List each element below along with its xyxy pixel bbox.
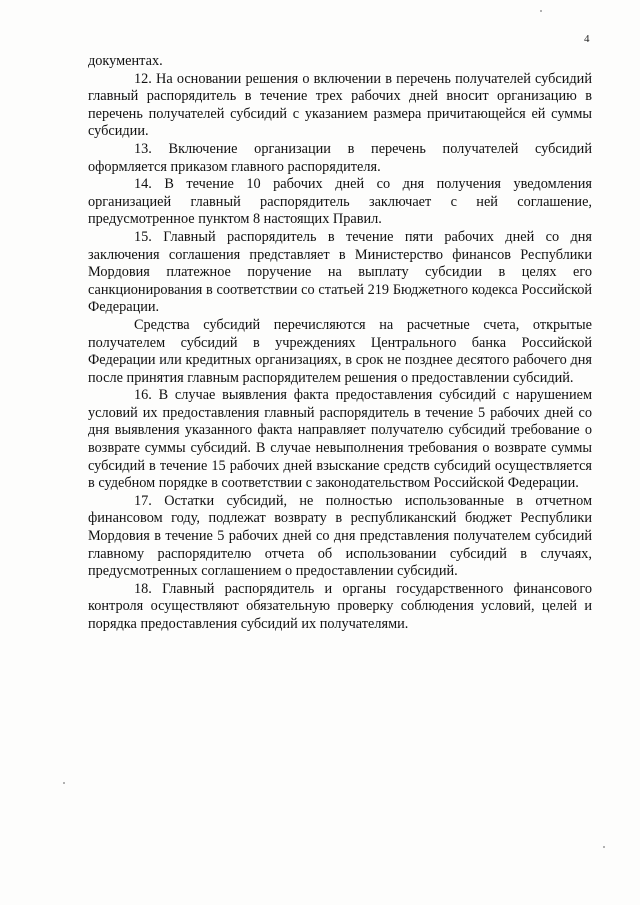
page-number: 4 <box>584 33 590 45</box>
paragraph-15: 15. Главный распорядитель в течение пяти рабочих дней со дня заключения соглашения представляет в Министерство финансов Республики Мордовия платежное поручение на выплату субсидии в целях его санкционирования в соответствии со статьей 219 Бюджетного кодекса Российской Федерации. <box>88 228 592 316</box>
paragraph-14: 14. В течение 10 рабочих дней со дня получения уведомления организацией главный распорядитель заключает с ней соглашение, предусмотренное пунктом 8 настоящих Правил. <box>88 176 592 228</box>
paragraph-18: 18. Главный распорядитель и органы государственного финансового контроля осуществляют обязательную проверку соблюдения условий, целей и порядка предоставления субсидий их получателями. <box>88 580 592 632</box>
paragraph-continuation: документах. <box>88 53 163 69</box>
paragraph-16: 16. В случае выявления факта предоставления субсидий с нарушением условий их предоставления главный распорядитель в течение 5 рабочих дней со дня выявления указанного факта направляет получателю субсидий требование о возврате суммы субсидий. В случае невыполнения требования о возврате суммы субсидий в течение 15 рабочих дней взыскание средств субсидий осуществляется в судебном порядке в соответствии с законодательством Российской Федерации. <box>88 387 592 492</box>
paragraph-13: 13. Включение организации в перечень получателей субсидий оформляется приказом главного распорядителя. <box>88 140 592 175</box>
paragraph-17: 17. Остатки субсидий, не полностью использованные в отчетном финансовом году, подлежат возврату в республиканский бюджет Республики Мордовия в течение 5 рабочих дней со дня представления получателем субсидий главному распорядителю отчета об использовании субсидий в случаях, предусмотренных соглашением о предоставлении субсидий. <box>88 492 592 580</box>
scan-speck <box>540 10 542 12</box>
document-body <box>88 53 592 634</box>
scan-speck <box>603 846 605 848</box>
paragraph-15-funds: Средства субсидий перечисляются на расчетные счета, открытые получателем субсидий в учреждениях Центрального банка Российской Федерации или кредитных организациях, в срок не позднее десятого рабочего дня после принятия главным распорядителем решения о предоставлении субсидий. <box>88 316 592 386</box>
paragraph-12: 12. На основании решения о включении в перечень получателей субсидий главный распорядитель в течение трех рабочих дней вносит организацию в перечень получателей субсидий с указанием размера причитающейся ей суммы субсидии. <box>88 70 592 140</box>
scan-speck <box>63 782 65 784</box>
